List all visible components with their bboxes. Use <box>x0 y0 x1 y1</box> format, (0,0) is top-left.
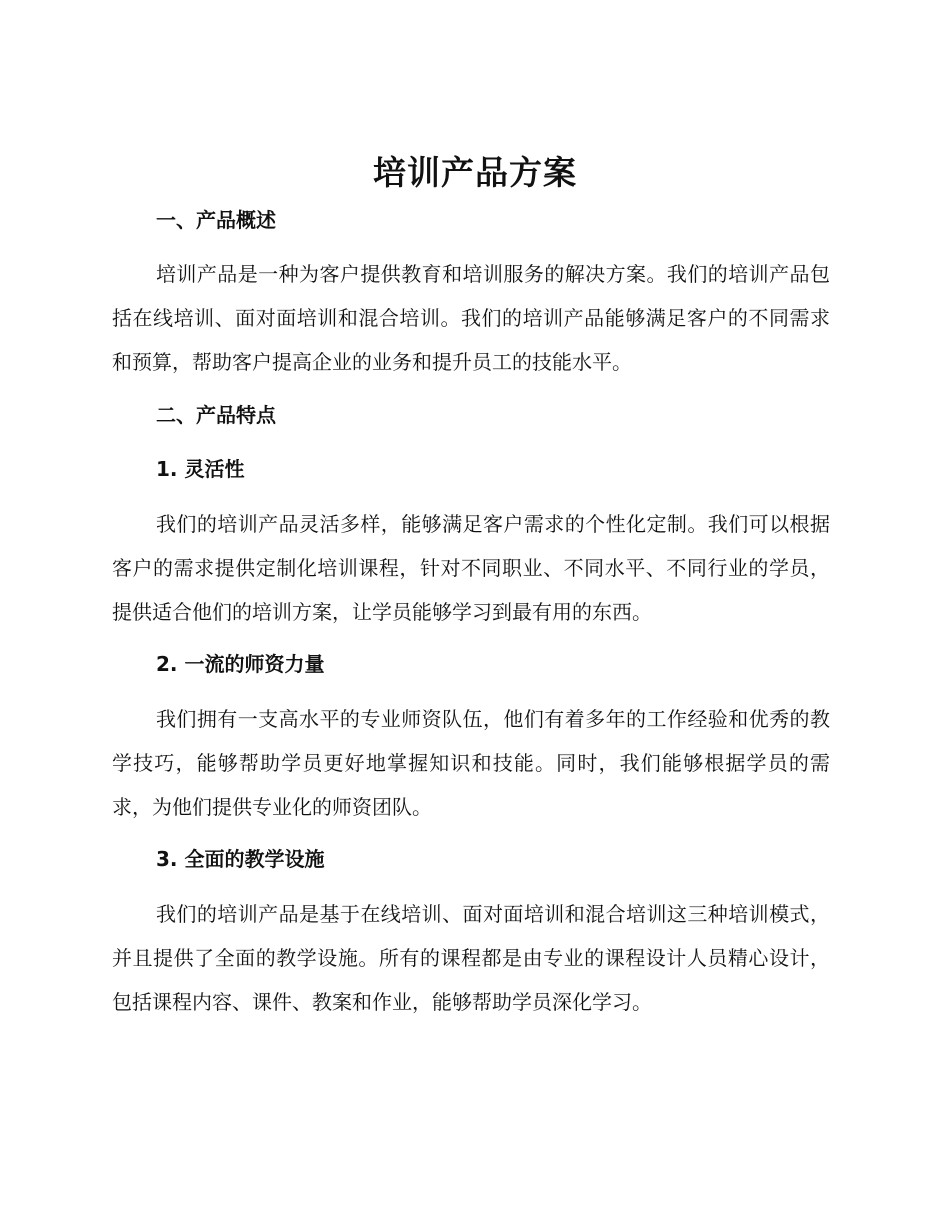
paragraph-facilities: 我们的培训产品是基于在线培训、面对面培训和混合培训这三种培训模式，并且提供了全面的教学设施。所有的课程都是由专业的课程设计人员精心设计，包括课程内容、课件、教案和作业，能够帮助学员深化学习。 <box>112 902 830 1014</box>
section-heading-features: 二、产品特点 <box>156 403 276 427</box>
section-heading-overview: 一、产品概述 <box>156 208 276 232</box>
paragraph-overview: 培训产品是一种为客户提供教育和培训服务的解决方案。我们的培训产品包括在线培训、面对面培训和混合培训。我们的培训产品能够满足客户的不同需求和预算，帮助客户提高企业的业务和提升员工的技能水平。 <box>112 262 830 374</box>
paragraph-faculty: 我们拥有一支高水平的专业师资队伍，他们有着多年的工作经验和优秀的教学技巧，能够帮助学员更好地掌握知识和技能。同时，我们能够根据学员的需求，为他们提供专业化的师资团队。 <box>112 707 830 819</box>
subsection-heading-faculty: 2. 一流的师资力量 <box>156 652 325 676</box>
document-title: 培训产品方案 <box>373 153 577 192</box>
paragraph-flexibility: 我们的培训产品灵活多样，能够满足客户需求的个性化定制。我们可以根据客户的需求提供定制化培训课程，针对不同职业、不同水平、不同行业的学员，提供适合他们的培训方案，让学员能够学习到最有用的东西。 <box>112 512 830 624</box>
subsection-heading-facilities: 3. 全面的教学设施 <box>156 847 325 871</box>
subsection-heading-flexibility: 1. 灵活性 <box>156 457 245 481</box>
